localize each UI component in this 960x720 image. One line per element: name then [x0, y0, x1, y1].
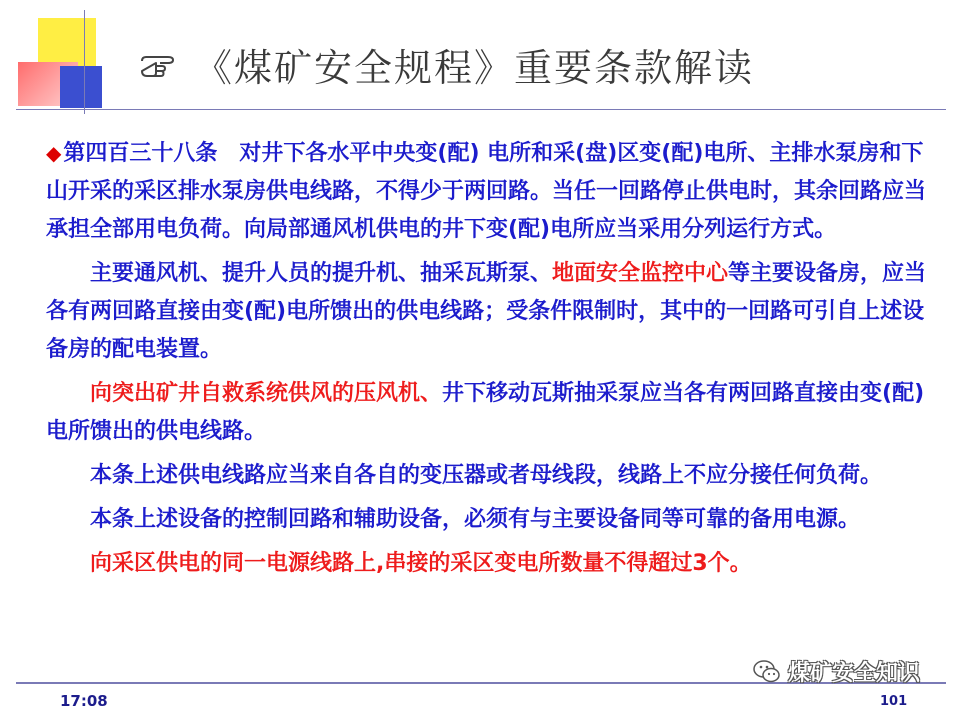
- article-paragraph-1: [46, 134, 930, 249]
- paragraph-text: 第四百三十八条 对井下各水平中央变(配) 电所和采(盘)区变(配)电所、主排水泵房和下山开采的采区排水泵房供电线路，不得少于两回路。当任一回路停止供电时，其余回路应当承担全部用电负荷。向局部通风机供电的井下变(配)电所应当采用分列运行方式。: [46, 141, 927, 242]
- title-text: 《煤矿安全规程》重要条款解读: [194, 45, 755, 90]
- decor-blue-square: [60, 66, 102, 108]
- paragraph-text: 本条上述设备的控制回路和辅助设备，必须有与主要设备同等可靠的备用电源。: [90, 507, 861, 532]
- page-number: 101: [880, 694, 908, 709]
- watermark-text: 煤矿安全知识: [788, 661, 921, 686]
- paragraph-text: 本条上述供电线路应当来自各自的变压器或者母线段，线路上不应分接任何负荷。: [90, 463, 883, 488]
- highlighted-text: 向采区供电的同一电源线路上,串接的采区变电所数量不得超过3个。: [90, 551, 752, 576]
- article-paragraph-4: [46, 457, 930, 495]
- article-paragraph-2: [46, 255, 930, 369]
- wechat-icon: [752, 657, 782, 687]
- watermark: [752, 656, 920, 687]
- title-divider: [16, 109, 946, 110]
- diamond-bullet-icon: ◆: [46, 141, 62, 165]
- paragraph-text: 主要通风机、提升人员的提升机、抽采瓦斯泵、: [90, 261, 553, 286]
- pointing-hand-icon: [140, 49, 180, 79]
- highlighted-text: 向突出矿井自救系统供风的压风机、: [90, 381, 443, 406]
- paragraph-text: 等主要设备房，应当各有两回路直接由变(配)电所馈出的供电线路；受条件限制时，其中的一回路可引自上述设备房的配电装置。: [46, 261, 927, 362]
- article-paragraph-6: [46, 545, 930, 583]
- footer-time: 17:08: [60, 692, 108, 710]
- slide-body: [46, 134, 930, 589]
- article-paragraph-3: [46, 375, 930, 451]
- paragraph-text: 井下移动瓦斯抽采泵应当各有两回路直接由变(配)电所馈出的供电线路。: [46, 381, 925, 444]
- highlighted-text: 地面安全监控中心: [552, 261, 729, 286]
- article-paragraph-5: [46, 501, 930, 539]
- slide-title: [140, 36, 754, 92]
- decor-vertical-line: [84, 10, 85, 114]
